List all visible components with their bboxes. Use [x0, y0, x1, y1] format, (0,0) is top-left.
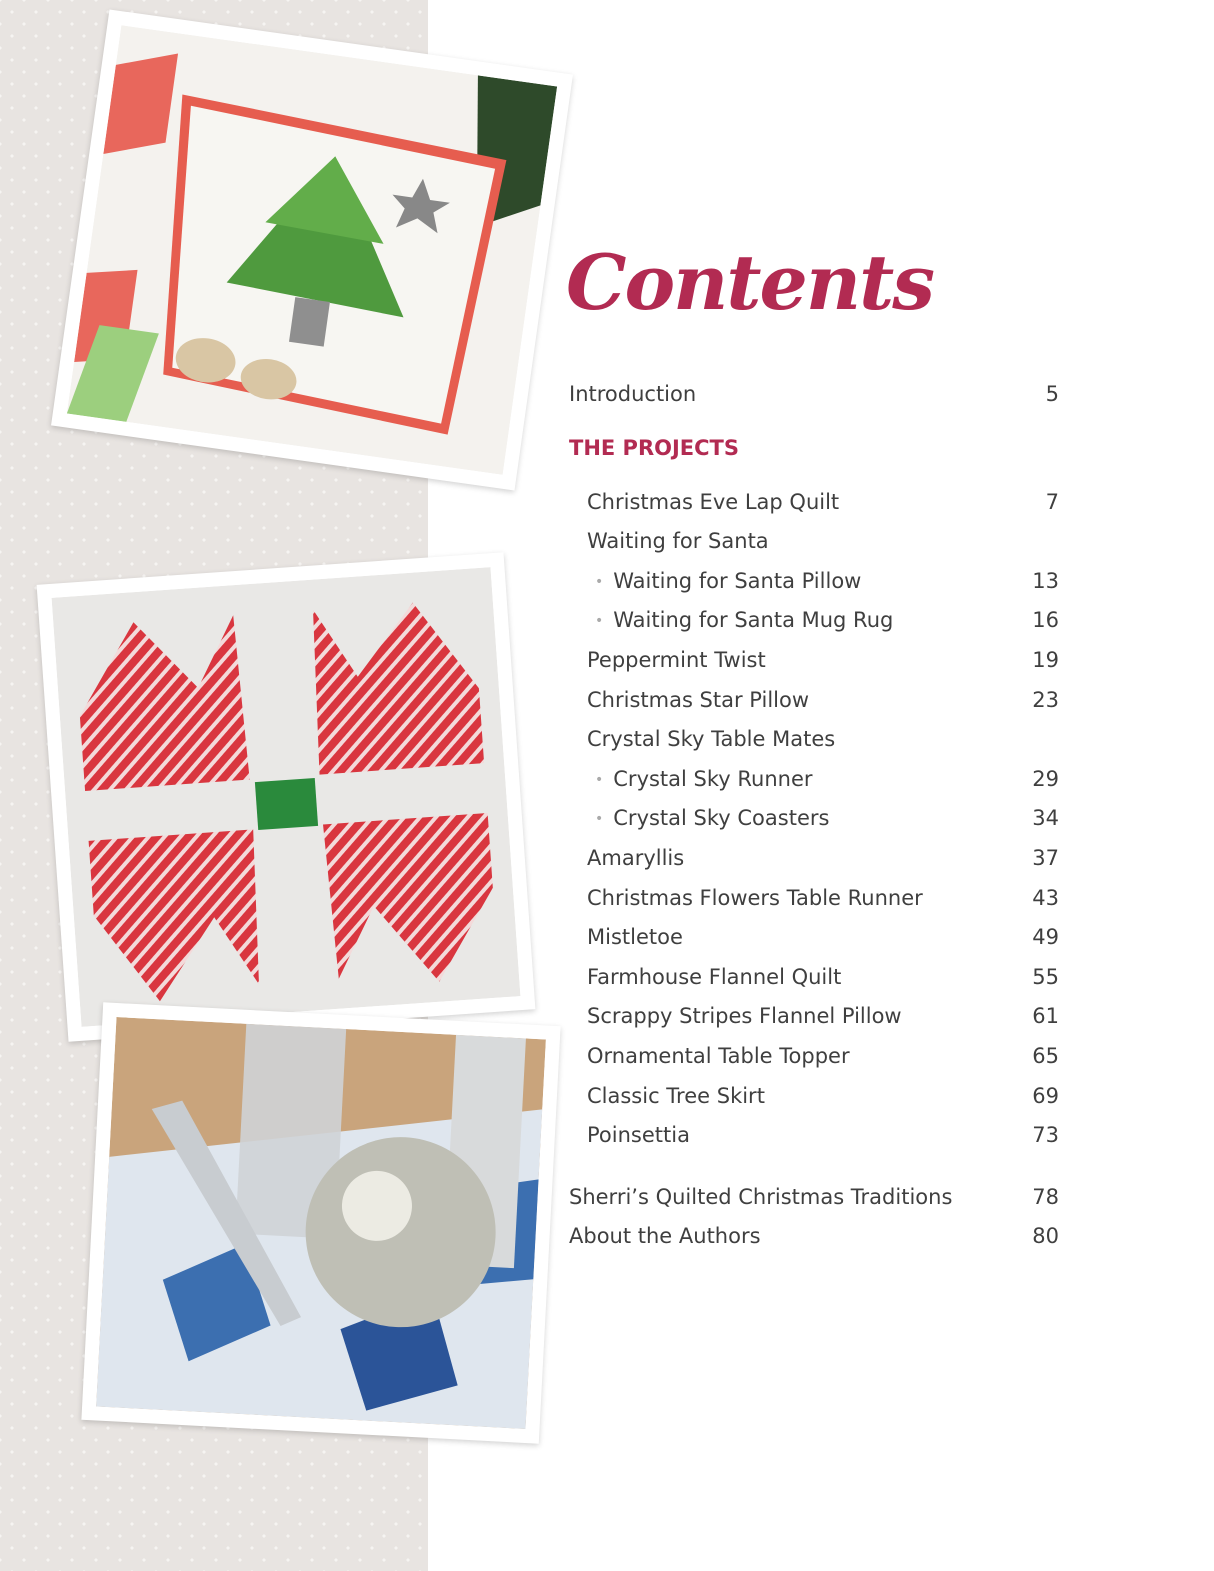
entry-label: Peppermint Twist [587, 647, 766, 672]
entry-label: Crystal Sky Table Mates [587, 727, 836, 752]
entry-page: 23 [1032, 687, 1059, 712]
toc-entry-introduction[interactable] [569, 378, 1059, 418]
entry-page: 43 [1032, 885, 1059, 910]
toc-entry[interactable] [569, 604, 1059, 644]
toc-entry[interactable] [569, 961, 1059, 1001]
entry-label: Ornamental Table Topper [587, 1043, 850, 1068]
entry-page: 61 [1032, 1004, 1059, 1029]
toc-entry[interactable] [569, 565, 1059, 605]
entry-page: 37 [1032, 845, 1059, 870]
entry-label: Introduction [569, 382, 697, 406]
toc-entry[interactable] [569, 842, 1059, 882]
toc-entry[interactable] [569, 486, 1059, 526]
entry-label: Christmas Flowers Table Runner [587, 885, 923, 910]
photo-table-topper [81, 1002, 560, 1443]
toc-entry[interactable] [569, 763, 1059, 803]
entry-page: 13 [1032, 568, 1059, 593]
toc-entry[interactable] [569, 525, 1059, 565]
entry-label: About the Authors [569, 1224, 761, 1249]
entry-label: Amaryllis [587, 845, 685, 870]
entry-page: 73 [1032, 1123, 1059, 1148]
toc-entry[interactable] [569, 921, 1059, 961]
entry-label: • Waiting for Santa Pillow [613, 565, 861, 605]
entry-label: Christmas Eve Lap Quilt [587, 489, 840, 514]
entry-page: 16 [1032, 608, 1059, 633]
entry-page: 7 [1045, 489, 1059, 514]
project-list [569, 486, 1059, 1159]
entry-label: • Crystal Sky Coasters [613, 802, 829, 842]
toc-entry[interactable] [569, 684, 1059, 724]
section-heading: THE PROJECTS [569, 435, 739, 460]
entry-label: • Crystal Sky Runner [613, 763, 813, 803]
entry-page: 65 [1032, 1043, 1059, 1068]
toc-entry[interactable] [569, 644, 1059, 684]
toc-entry[interactable] [569, 1040, 1059, 1080]
entry-label: Classic Tree Skirt [587, 1083, 765, 1108]
photo-quilt-block [37, 552, 536, 1042]
entry-page: 55 [1032, 964, 1059, 989]
entry-page: 29 [1032, 766, 1059, 791]
entry-page: 78 [1032, 1184, 1059, 1209]
entry-page: 19 [1032, 647, 1059, 672]
entry-label: Sherri’s Quilted Christmas Traditions [569, 1184, 953, 1209]
entry-label: • Waiting for Santa Mug Rug [613, 604, 893, 644]
toc-entry[interactable] [569, 802, 1059, 842]
entry-label: Christmas Star Pillow [587, 687, 810, 712]
toc-entry[interactable] [569, 723, 1059, 763]
toc-entry[interactable] [569, 882, 1059, 922]
entry-label: Poinsettia [587, 1123, 690, 1148]
entry-page: 5 [1045, 382, 1059, 406]
entry-page: 49 [1032, 925, 1059, 950]
photo-tree-pillow [51, 9, 573, 490]
entry-page: 34 [1032, 806, 1059, 831]
entry-label: Scrappy Stripes Flannel Pillow [587, 1004, 902, 1029]
entry-page: 69 [1032, 1083, 1059, 1108]
toc-entry[interactable] [569, 1080, 1059, 1120]
entry-page: 80 [1032, 1224, 1059, 1249]
toc-entry[interactable] [569, 1000, 1059, 1040]
table-of-contents [569, 378, 1059, 1260]
toc-entry[interactable] [569, 1220, 1059, 1260]
toc-entry[interactable] [569, 1181, 1059, 1221]
entry-label: Farmhouse Flannel Quilt [587, 964, 842, 989]
page-title: Contents [566, 238, 934, 327]
entry-label: Mistletoe [587, 925, 683, 950]
entry-label: Waiting for Santa [587, 529, 769, 554]
toc-entry[interactable] [569, 1119, 1059, 1159]
